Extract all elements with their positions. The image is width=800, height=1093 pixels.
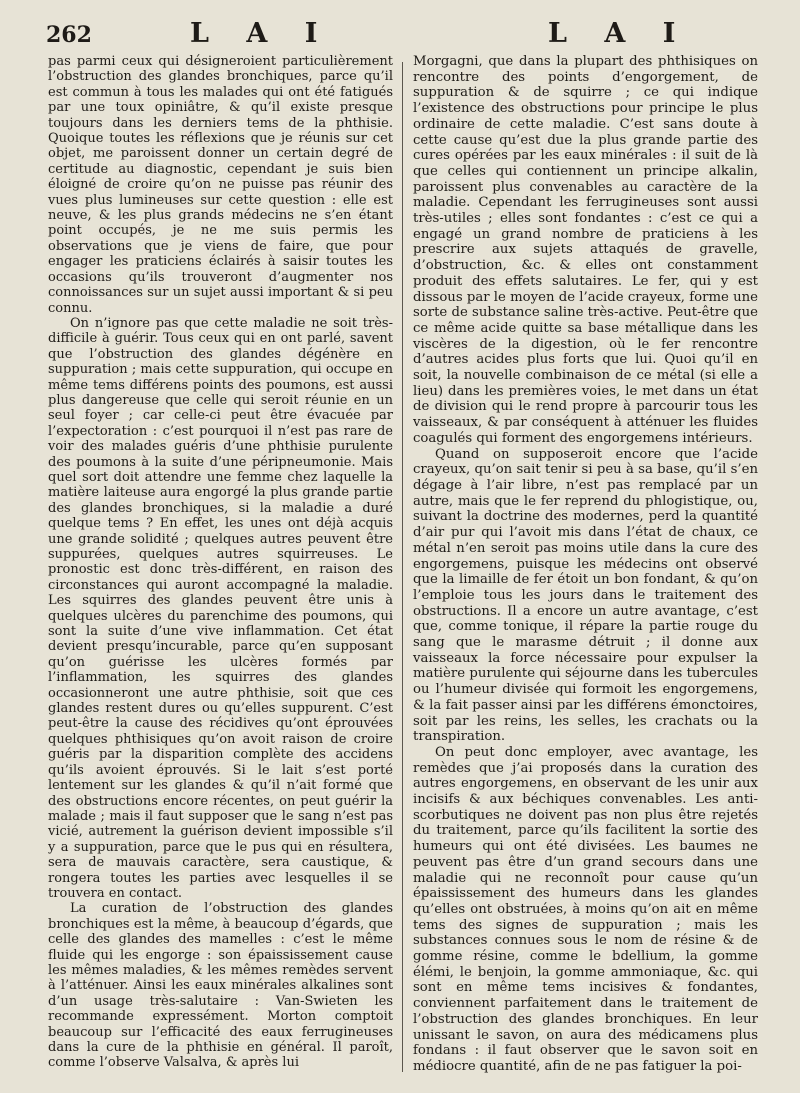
running-head-left: L A I [190, 18, 332, 49]
paragraph: Morgagni, que dans la plupart des phthisiques on rencontre des points d’engorgement, de suppuration & de squirre ; ce qui indique l’existence des obstructions pour principe le plus ordinaire de cette maladie. C’est sans doute à cette cause qu’est due la plus grande partie des cures opérées par les eaux minérales : il suit de là que celles qui contiennent un principe alkalin, paroissent plus convenables au caractère de la maladie. Cependant les ferrugineuses sont aussi très-utiles ; elles sont fondantes : c’est ce qui a engagé un grand nombre de praticiens à les prescrire aux sujets attaqués de gravelle, d’obstruction, &c. & elles ont constamment produit des effets salutaires. Le fer, qui y est dissous par le moyen de l’acide crayeux, forme une sorte de substance saline très-active. Peut-être que ce même acide quitte sa base métallique dans les viscères de la digestion, où le fer rencontre d’autres acides plus forts que lui. Quoi qu’il en soit, la nouvelle combinaison de ce métal (si elle a lieu) dans les premières voies, le met dans un état de division qui le rend propre à parcourir tous les vaisseaux, & par conséquent à atténuer les fluides coagulés qui forment des engorgemens intérieurs. [413, 54, 758, 446]
running-head-right: L A I [548, 18, 690, 49]
right-column [413, 54, 758, 1075]
page-header [0, 18, 800, 54]
left-column [48, 54, 393, 1071]
paragraph: On n’ignore pas que cette maladie ne soit très-difficile à guérir. Tous ceux qui en ont parlé, savent que l’obstruction des glandes dégénère en suppuration ; mais cette suppuration, qui occupe en même tems différens points des poumons, est aussi plus dangereuse que celle qui seroit réunie en un seul foyer ; car celle-ci peut être évacuée par l’expectoration : c’est pourquoi il n’est pas rare de voir des malades guéris d’une phthisie purulente des poumons à la suite d’une péripneumonie. Mais quel sort doit attendre une femme chez laquelle la matière laiteuse aura engorgé la plus grande partie des glandes bronchiques, si la maladie a duré quelque tems ? En effet, les unes ont déjà acquis une grande solidité ; quelques autres peuvent être suppurées, quelques autres squirreuses. Le pronostic est donc très-différent, en raison des circonstances qui auront accompagné la maladie. Les squirres des glandes peuvent être unis à quelques ulcères du parenchime des poumons, qui sont la suite d’une vive inflammation. Cet état devient presqu’incurable, parce qu’en supposant qu’on guérisse les ulcères formés par l’inflammation, les squirres des glandes occasionneront une autre phthisie, soit que ces glandes restent dures ou qu’elles suppurent. C’est peut-être la cause des récidives qu’ont éprouvées quelques phthisiques qu’on avoit raison de croire guéris par la disparition complète des accidens qu’ils avoient éprouvés. Si le lait s’est porté lentement sur les glandes & qu’il n’ait formé que des obstructions encore récentes, on peut guérir la malade ; mais il faut supposer que le sang n’est pas vicié, autrement la guérison devient impossible s’il y a suppuration, parce que le pus qui en résultera, sera de mauvais caractère, sera caustique, & rongera toutes les parties avec lesquelles il se trouvera en contact. [48, 315, 393, 901]
paragraph: La curation de l’obstruction des glandes bronchiques est la même, à beaucoup d’égards, que celle des glandes des mamelles : c’est le même fluide qui les engorge : son épaississement cause les mêmes maladies, & les mêmes remèdes servent à l’atténuer. Ainsi les eaux minérales alkalines sont d’un usage très-salutaire : Van-Swieten les recommande expressément. Morton comptoit beaucoup sur l’efficacité des eaux ferrugineuses dans la cure de la phthisie en général. Il paroît, comme l’observe Valsalva, & après lui [48, 901, 393, 1071]
column-divider [402, 62, 403, 1072]
paragraph: Quand on supposeroit encore que l’acide crayeux, qu’on sait tenir si peu à sa base, qu’il s’en dégage à l’air libre, n’est pas remplacé par un autre, mais que le fer reprend du phlogistique, ou, suivant la doctrine des modernes, perd la quantité d’air pur qui l’avoit mis dans l’état de chaux, ce métal n’en seroit pas moins utile dans la cure des engorgemens, puisque les médecins ont observé que la limaille de fer étoit un bon fondant, & qu’on l’emploie tous les jours dans le traitement des obstructions. Il a encore un autre avantage, c’est que, comme tonique, il répare la partie rouge du sang que le marasme détruit ; il donne aux vaisseaux la force nécessaire pour expulser la matière purulente qui séjourne dans les tubercules ou l’humeur divisée qui formoit les engorgemens, & la fait passer ainsi par les différens émonctoires, soit par les reins, les selles, les crachats ou la transpiration. [413, 446, 758, 745]
page-number: 262 [46, 22, 92, 48]
paragraph: pas parmi ceux qui désigneroient particulièrement l’obstruction des glandes bronchiques, parce qu’il est commun à tous les malades qui ont été fatigués par une toux opiniâtre, & qu’il existe presque toujours dans les derniers tems de la phthisie. Quoique toutes les réflexions que je réunis sur cet objet, me paroissent donner un certain degré de certitude au diagnostic, cependant je suis bien éloigné de croire qu’on ne puisse pas réunir des vues plus lumineuses sur cette question : elle est neuve, & les plus grands médecins ne s’en étant point occupés, je ne me suis permis les observations que je viens de faire, que pour engager les praticiens éclairés à saisir toutes les occasions qu’ils trouveront d’augmenter nos connoissances sur un sujet aussi important & si peu connu. [48, 54, 393, 316]
paragraph: On peut donc employer, avec avantage, les remèdes que j’ai proposés dans la curation des autres engorgemens, en observant de les unir aux incisifs & aux béchiques convenables. Les anti-scorbutiques ne doivent pas non plus être rejetés du traitement, parce qu’ils facilitent la sortie des humeurs qui ont été divisées. Les baumes ne peuvent pas être d’un grand secours dans une maladie qui ne reconnoît pour cause qu’un épaississement des humeurs dans les glandes qu’elles ont obstruées, à moins qu’on ait en même tems des signes de suppuration ; mais les substances connues sous le nom de résine & de gomme résine, comme le bdellium, la gomme élémi, le benjoin, la gomme ammoniaque, &c. qui sont en même tems incisives & fondantes, conviennent parfaitement dans le traitement de l’obstruction des glandes bronchiques. En leur unissant le savon, on aura des médicamens plus fondans : il faut observer que le savon soit en médiocre quantité, afin de ne pas fatiguer la poi- [413, 744, 758, 1074]
